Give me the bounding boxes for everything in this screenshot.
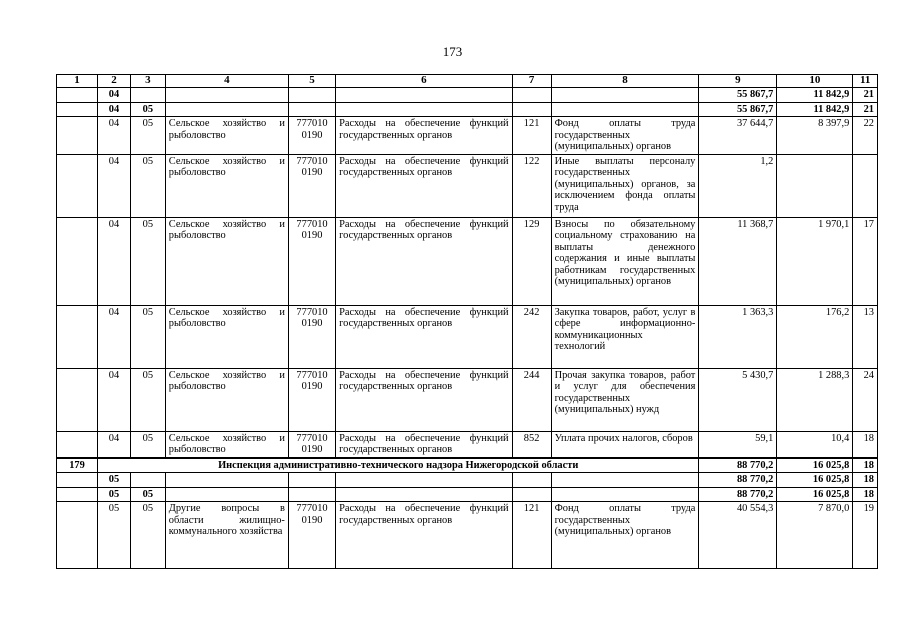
percent: 19 — [853, 502, 878, 569]
expense-type-code: 244 — [512, 368, 551, 431]
article-name: Расходы на обеспечение функций государственных органов — [336, 217, 513, 305]
summary-row — [57, 102, 878, 117]
expense-type-name: Фонд оплаты труда государственных (муниципальных) органов — [551, 117, 699, 155]
column-number-row — [57, 75, 878, 88]
percent: 13 — [853, 305, 878, 368]
section-code: 05 — [98, 473, 131, 488]
empty-cell — [165, 473, 288, 488]
column-number: 4 — [165, 75, 288, 88]
empty-cell — [336, 473, 513, 488]
table-row — [57, 368, 878, 431]
expense-type-code: 121 — [512, 502, 551, 569]
empty-cell — [57, 502, 98, 569]
amount-actual: 16 025,8 — [777, 458, 853, 473]
column-number: 9 — [699, 75, 777, 88]
article-name: Расходы на обеспечение функций государственных органов — [336, 305, 513, 368]
amount-actual: 176,2 — [777, 305, 853, 368]
empty-cell — [165, 487, 288, 502]
empty-cell — [336, 487, 513, 502]
empty-cell — [512, 102, 551, 117]
subsection-code: 05 — [130, 305, 165, 368]
column-number: 1 — [57, 75, 98, 88]
article-name: Расходы на обеспечение функций государственных органов — [336, 154, 513, 217]
amount-actual: 10,4 — [777, 431, 853, 458]
budget-table — [56, 74, 878, 569]
empty-cell — [57, 368, 98, 431]
amount-actual — [777, 154, 853, 217]
summary-row — [57, 88, 878, 103]
section-name: Сельское хозяйство и рыболовство — [165, 368, 288, 431]
amount-plan: 11 368,7 — [699, 217, 777, 305]
section-code: 04 — [98, 88, 131, 103]
summary-row — [57, 473, 878, 488]
section-code: 04 — [98, 217, 131, 305]
percent: 21 — [853, 102, 878, 117]
amount-plan: 88 770,2 — [699, 487, 777, 502]
expense-type-name: Иные выплаты персоналу государственных (муниципальных) органов, за исключением фонда оплаты труда — [551, 154, 699, 217]
target-article: 777010 0190 — [288, 368, 335, 431]
subsection-code: 05 — [130, 117, 165, 155]
empty-cell — [165, 88, 288, 103]
column-number: 10 — [777, 75, 853, 88]
agency-code: 179 — [57, 458, 98, 473]
expense-type-name: Прочая закупка товаров, работ и услуг для обеспечения государственных (муниципальных) нужд — [551, 368, 699, 431]
empty-cell — [551, 487, 699, 502]
empty-cell — [57, 217, 98, 305]
section-name: Другие вопросы в области жилищно-коммунального хозяйства — [165, 502, 288, 569]
column-number: 2 — [98, 75, 131, 88]
section-code: 04 — [98, 117, 131, 155]
empty-cell — [57, 102, 98, 117]
agency-title: Инспекция административно-технического надзора Нижегородской области — [98, 458, 699, 473]
empty-cell — [165, 102, 288, 117]
subsection-code — [130, 473, 165, 488]
empty-cell — [512, 88, 551, 103]
expense-type-code: 129 — [512, 217, 551, 305]
section-name: Сельское хозяйство и рыболовство — [165, 305, 288, 368]
subsection-code: 05 — [130, 487, 165, 502]
percent: 22 — [853, 117, 878, 155]
table-row — [57, 117, 878, 155]
section-code: 04 — [98, 102, 131, 117]
section-code: 04 — [98, 154, 131, 217]
empty-cell — [288, 102, 335, 117]
expense-type-code: 852 — [512, 431, 551, 458]
table-row — [57, 502, 878, 569]
empty-cell — [288, 487, 335, 502]
amount-actual: 11 842,9 — [777, 88, 853, 103]
section-code: 04 — [98, 305, 131, 368]
column-number: 7 — [512, 75, 551, 88]
expense-type-name: Фонд оплаты труда государственных (муниципальных) органов — [551, 502, 699, 569]
section-code: 04 — [98, 431, 131, 458]
table-row — [57, 154, 878, 217]
summary-row — [57, 487, 878, 502]
target-article: 777010 0190 — [288, 154, 335, 217]
expense-type-name: Закупка товаров, работ, услуг в сфере информационно-коммуникационных технологий — [551, 305, 699, 368]
section-name: Сельское хозяйство и рыболовство — [165, 117, 288, 155]
amount-actual: 11 842,9 — [777, 102, 853, 117]
section-name: Сельское хозяйство и рыболовство — [165, 217, 288, 305]
percent: 18 — [853, 431, 878, 458]
percent: 21 — [853, 88, 878, 103]
target-article: 777010 0190 — [288, 502, 335, 569]
amount-actual: 1 288,3 — [777, 368, 853, 431]
percent: 24 — [853, 368, 878, 431]
empty-cell — [57, 305, 98, 368]
amount-plan: 1 363,3 — [699, 305, 777, 368]
expense-type-name: Взносы по обязательному социальному страхованию на выплаты денежного содержания и иные выплаты работникам государственных (муниципальных) органов — [551, 217, 699, 305]
article-name: Расходы на обеспечение функций государственных органов — [336, 368, 513, 431]
empty-cell — [57, 88, 98, 103]
amount-actual: 8 397,9 — [777, 117, 853, 155]
amount-plan: 55 867,7 — [699, 102, 777, 117]
column-number: 6 — [336, 75, 513, 88]
amount-plan: 55 867,7 — [699, 88, 777, 103]
table-row — [57, 217, 878, 305]
table-row — [57, 431, 878, 458]
empty-cell — [551, 88, 699, 103]
empty-cell — [512, 487, 551, 502]
empty-cell — [288, 88, 335, 103]
section-code: 05 — [98, 502, 131, 569]
subsection-code: 05 — [130, 102, 165, 117]
amount-plan: 40 554,3 — [699, 502, 777, 569]
section-name: Сельское хозяйство и рыболовство — [165, 431, 288, 458]
percent — [853, 154, 878, 217]
percent: 18 — [853, 458, 878, 473]
subsection-code: 05 — [130, 154, 165, 217]
empty-cell — [551, 473, 699, 488]
amount-actual: 1 970,1 — [777, 217, 853, 305]
target-article: 777010 0190 — [288, 117, 335, 155]
page-number: 173 — [442, 44, 463, 59]
amount-actual: 16 025,8 — [777, 473, 853, 488]
target-article: 777010 0190 — [288, 305, 335, 368]
amount-plan: 88 770,2 — [699, 458, 777, 473]
empty-cell — [288, 473, 335, 488]
amount-plan: 88 770,2 — [699, 473, 777, 488]
empty-cell — [551, 102, 699, 117]
empty-cell — [57, 473, 98, 488]
percent: 18 — [853, 473, 878, 488]
amount-plan: 5 430,7 — [699, 368, 777, 431]
target-article: 777010 0190 — [288, 431, 335, 458]
section-name: Сельское хозяйство и рыболовство — [165, 154, 288, 217]
percent: 17 — [853, 217, 878, 305]
expense-type-code: 121 — [512, 117, 551, 155]
amount-plan: 1,2 — [699, 154, 777, 217]
table-row — [57, 305, 878, 368]
subsection-code — [130, 88, 165, 103]
subsection-code: 05 — [130, 431, 165, 458]
agency-row — [57, 458, 878, 473]
article-name: Расходы на обеспечение функций государственных органов — [336, 431, 513, 458]
section-code: 04 — [98, 368, 131, 431]
expense-type-code: 242 — [512, 305, 551, 368]
empty-cell — [512, 473, 551, 488]
empty-cell — [336, 88, 513, 103]
article-name: Расходы на обеспечение функций государственных органов — [336, 502, 513, 569]
empty-cell — [57, 431, 98, 458]
article-name: Расходы на обеспечение функций государственных органов — [336, 117, 513, 155]
section-code: 05 — [98, 487, 131, 502]
subsection-code: 05 — [130, 217, 165, 305]
column-number: 3 — [130, 75, 165, 88]
subsection-code: 05 — [130, 368, 165, 431]
amount-plan: 37 644,7 — [699, 117, 777, 155]
amount-actual: 7 870,0 — [777, 502, 853, 569]
expense-type-code: 122 — [512, 154, 551, 217]
empty-cell — [57, 117, 98, 155]
empty-cell — [57, 487, 98, 502]
percent: 18 — [853, 487, 878, 502]
expense-type-name: Уплата прочих налогов, сборов — [551, 431, 699, 458]
column-number: 8 — [551, 75, 699, 88]
column-number: 5 — [288, 75, 335, 88]
target-article: 777010 0190 — [288, 217, 335, 305]
empty-cell — [57, 154, 98, 217]
empty-cell — [336, 102, 513, 117]
column-number: 11 — [853, 75, 878, 88]
subsection-code: 05 — [130, 502, 165, 569]
amount-actual: 16 025,8 — [777, 487, 853, 502]
amount-plan: 59,1 — [699, 431, 777, 458]
